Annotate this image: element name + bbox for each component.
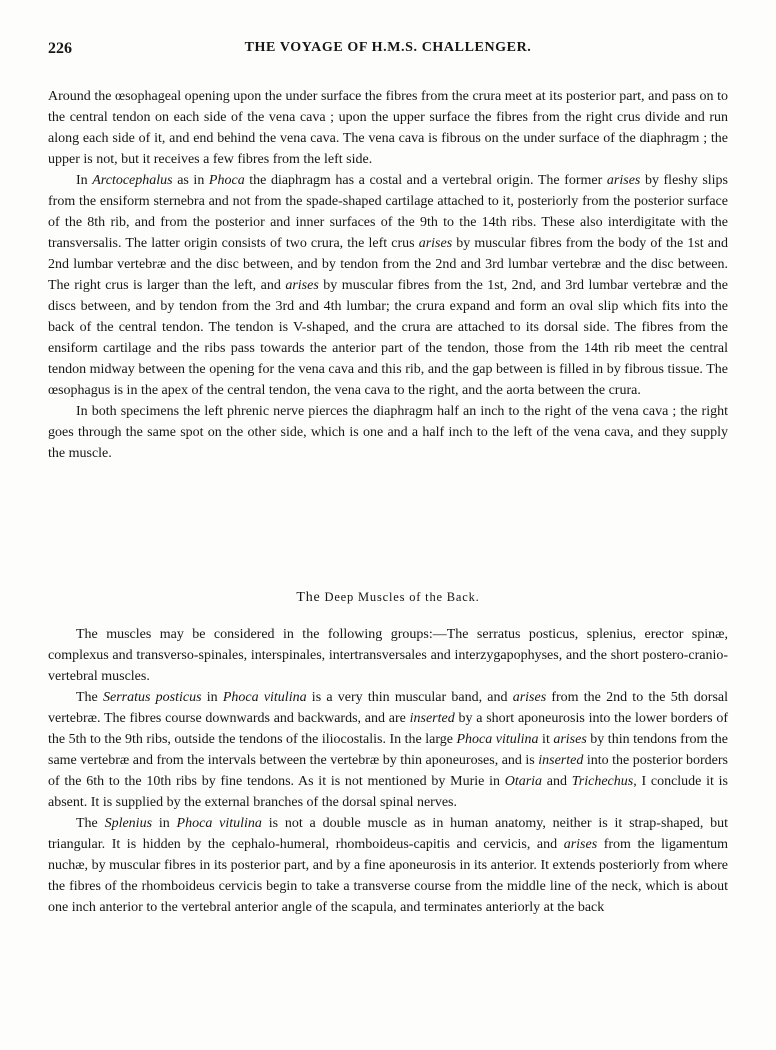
body-text-top	[48, 86, 728, 464]
italic-run: arises	[606, 173, 641, 188]
text-run: and	[542, 774, 572, 789]
heading-word: of	[409, 590, 422, 604]
text-run: by fleshy slips from the ensiform sternebra and not from the spade-shaped cartilage attached to it, posteriorly from the posterior surface of the 8th rib, and from the posterior and inner surfaces of the 9th to the 14th ribs. These also interdigitate with the transversalis. The latter origin consists of two crura, the left crus	[48, 173, 728, 251]
text-run: it	[538, 732, 554, 747]
text-run: the diaphragm has a costal and a vertebral origin. The former	[244, 173, 607, 188]
italic-run: Phoca vitulina	[456, 732, 539, 747]
text-run: , I conclude it is absent. It is supplied by the external branches of the dorsal spinal nerves.	[48, 774, 728, 810]
italic-run: inserted	[538, 753, 584, 768]
section-heading	[48, 590, 728, 606]
text-run: from the ligamentum nuchæ, by muscular fibres in its posterior part, and by a fine aponeurosis in its anterior. It extends posteriorly from where the fibres of the rhomboideus cervicis begin to take a transverse course from the middle line of the neck, which is about one inch anterior to the vertebral anterior angle of the scapula, and terminates anteriorly at the back	[48, 837, 728, 915]
heading-word: the	[425, 590, 443, 604]
text-run: by a short aponeurosis into the lower borders of the 5th to the 9th ribs, outside the tendons of the iliocostalis. In the large	[48, 711, 728, 747]
text-run: The	[76, 816, 105, 831]
paragraph	[48, 401, 728, 464]
page-header	[48, 40, 728, 62]
italic-run: Arctocephalus	[92, 173, 173, 188]
text-run: is not a double muscle as in human anatomy, neither is it strap-shaped, but triangular. It is hidden by the cephalo-humeral, rhomboideus-capitis and cervicis, and	[48, 816, 729, 852]
text-run: as in	[172, 173, 209, 188]
italic-run: Phoca vitulina	[176, 816, 262, 831]
paragraph	[48, 624, 728, 687]
italic-run: arises	[418, 236, 453, 251]
body-text-section	[48, 624, 728, 918]
heading-word: The	[296, 590, 321, 605]
text-run: is a very thin muscular band, and	[306, 690, 513, 705]
text-run: In both specimens the left phrenic nerve pierces the diaphragm half an inch to the right of the vena cava ; the right goes through the same spot on the other side, which is one and a half inch to the left of the vena cava, and they supply the muscle.	[48, 404, 728, 461]
paragraph	[48, 687, 728, 813]
italic-run: arises	[563, 837, 598, 852]
running-title: THE VOYAGE OF H.M.S. CHALLENGER.	[244, 40, 532, 55]
text-run: from the 2nd to the 5th dorsal vertebræ. The fibres course downwards and backwards, and are	[48, 690, 729, 726]
text-run: by muscular fibres from the body of the 1st and 2nd lumbar vertebræ and the disc between, and by tendon from the 2nd and 3rd lumbar vertebræ and the disc between. The right crus is larger than the left, and	[48, 236, 729, 293]
text-run: in	[152, 816, 177, 831]
italic-run: Phoca vitulina	[222, 690, 307, 705]
text-run: The muscles may be considered in the following groups:—The serratus posticus, splenius, erector spinæ, complexus and transverso-spinales, interspinales, intertransversales and interzygapophyses, and the short postero-cranio-vertebral muscles.	[48, 627, 728, 684]
italic-run: Otaria	[504, 774, 543, 789]
text-run: The	[76, 690, 103, 705]
italic-run: Splenius	[104, 816, 153, 831]
italic-run: Trichechus	[571, 774, 634, 789]
text-run: In	[76, 173, 93, 188]
italic-run: arises	[553, 732, 587, 747]
text-run: in	[201, 690, 223, 705]
paragraph	[48, 813, 728, 918]
italic-run: Serratus posticus	[102, 690, 202, 705]
italic-run: arises	[285, 278, 319, 293]
text-run: by thin tendons from the same vertebræ and from the intervals between the vertebræ by thin aponeuroses, and is	[48, 732, 728, 768]
text-run: by muscular fibres from the 1st, 2nd, and 3rd lumbar vertebræ and the discs between, and by tendon from the 3rd and 4th lumbar; the crura expand and form an oval slip which fits into the back of the central tendon. The tendon is V-shaped, and the crura are attached to its dorsal side. The fibres from the ensiform cartilage and the ribs pass towards the anterior part of the tendon, those from the 14th rib meet the central tendon midway between the opening for the vena cava and this rib, and the gap between is filled in by fibrous tissue. The œsophagus is in the apex of the central tendon, the vena cava to the right, and the aorta between the crura.	[48, 278, 728, 398]
heading-word: Deep	[324, 590, 355, 604]
text-run: into the posterior borders of the 6th to the 10th ribs by fine tendons. As it is not mentioned by Murie in	[48, 753, 728, 789]
text-run: Around the œsophageal opening upon the under surface the fibres from the crura meet at its posterior part, and pass on to the central tendon on each side of the vena cava ; upon the upper surface the fibres from the right crus divide and run along each side of it, and end behind the vena cava. The vena cava is fibrous on the under surface of the diaphragm ; the upper is not, but it receives a few fibres from the left side.	[48, 89, 728, 167]
italic-run: arises	[512, 690, 547, 705]
heading-word: Back.	[446, 590, 480, 604]
page-number: 226	[48, 40, 72, 57]
italic-run: Phoca	[208, 173, 245, 188]
italic-run: inserted	[409, 711, 455, 726]
paragraph	[48, 170, 728, 401]
paragraph	[48, 86, 728, 170]
heading-word: Muscles	[358, 590, 406, 604]
